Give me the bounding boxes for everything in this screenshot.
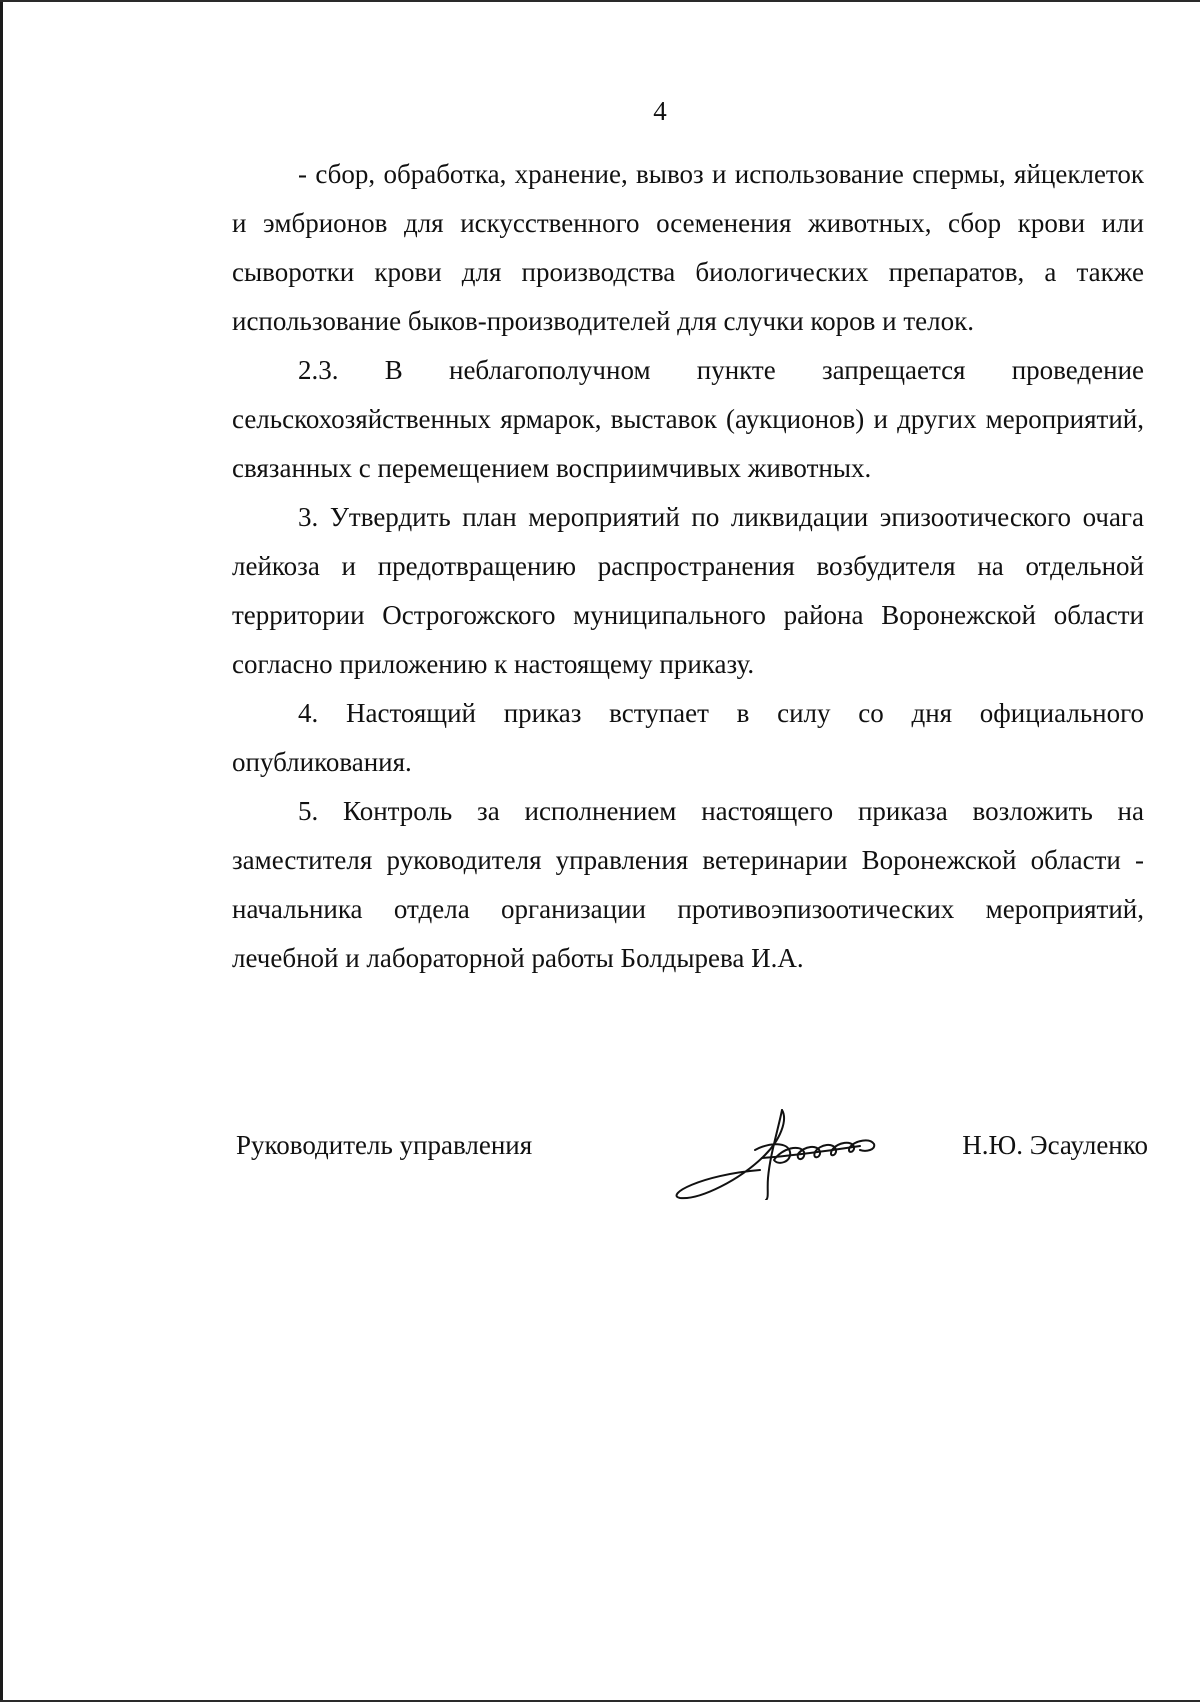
document-body <box>232 150 1144 983</box>
scan-border-left <box>0 0 3 1702</box>
signer-name: Н.Ю. Эсауленко <box>962 1130 1148 1160</box>
paragraph-5: 5. Контроль за исполнением настоящего приказа возложить на заместителя руководителя управления ветеринарии Воронежской области - начальника отдела организации противоэпизоотических мероприятий, лечебной и лабораторной работы Болдырева И.А. <box>232 796 1144 973</box>
page-number: 4 <box>653 96 667 126</box>
signature-block <box>0 1100 1200 1220</box>
scan-border-top <box>0 0 1200 2</box>
paragraph-3: 3. Утвердить план мероприятий по ликвидации эпизоотического очага лейкоза и предотвращению распространения возбудителя на отдельной территории Острогожского муниципального района Воронежской области согласно приложению к настоящему приказу. <box>232 502 1144 679</box>
paragraph-4: 4. Настоящий приказ вступает в силу со дня официального опубликования. <box>232 698 1144 777</box>
paragraph-2-3: 2.3. В неблагополучном пункте запрещается проведение сельскохозяйственных ярмарок, выставок (аукционов) и других мероприятий, связанных с перемещением восприимчивых животных. <box>232 355 1144 483</box>
signer-title: Руководитель управления <box>236 1130 533 1160</box>
paragraph-prohibitions-list-item: - сбор, обработка, хранение, вывоз и использование спермы, яйцеклеток и эмбрионов для искусственного осеменения животных, сбор крови или сыворотки крови для производства биологических препаратов, а также использование быков-производителей для случки коров и телок. <box>232 159 1144 336</box>
handwritten-signature <box>670 1100 890 1200</box>
